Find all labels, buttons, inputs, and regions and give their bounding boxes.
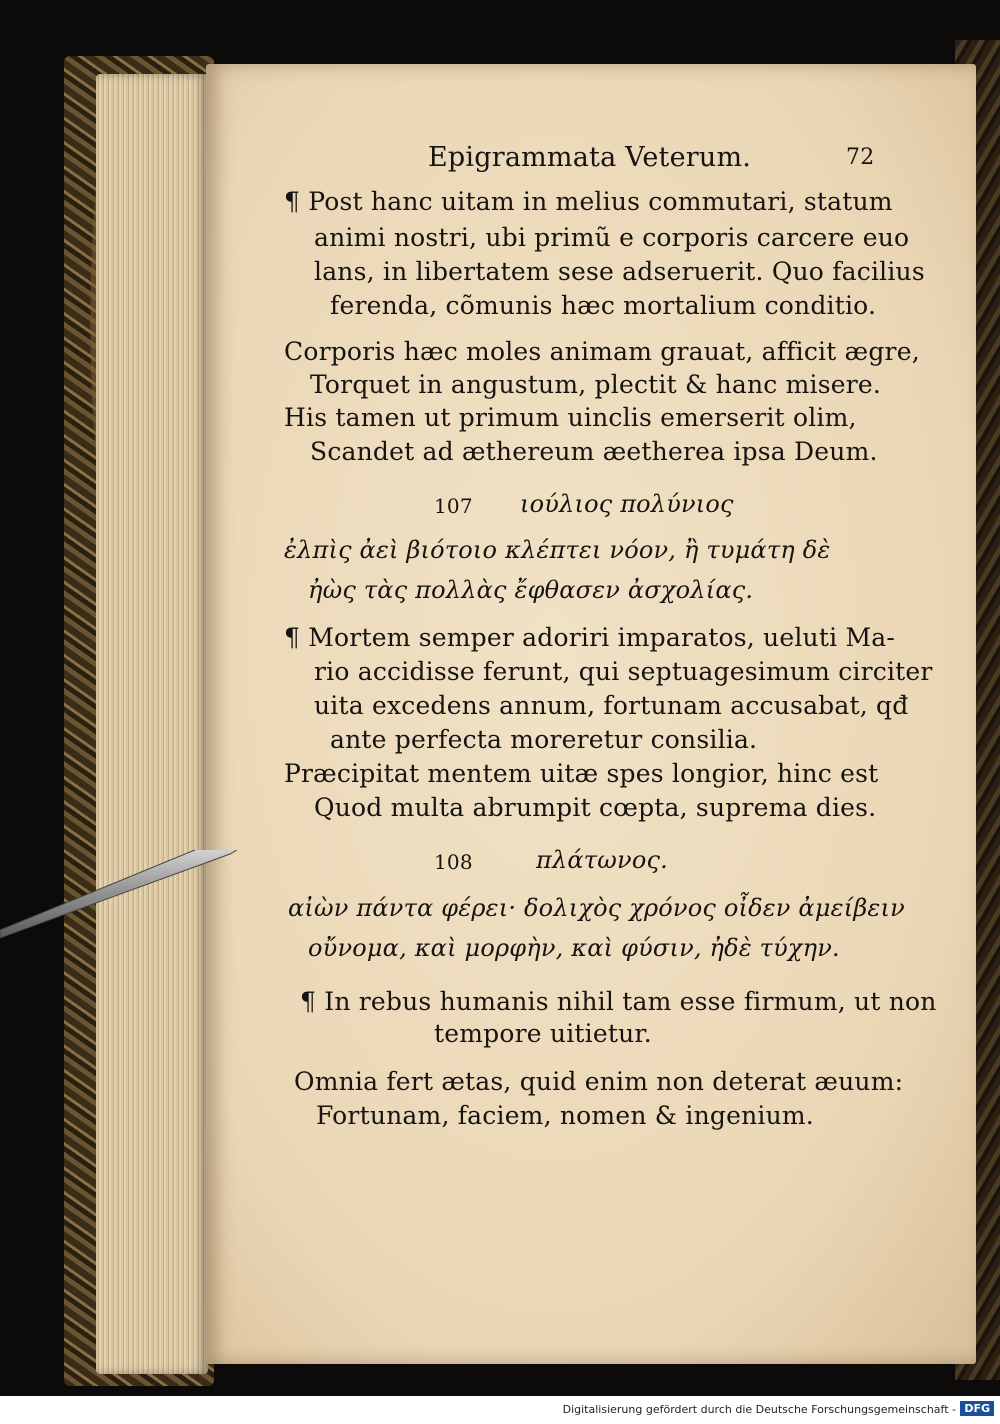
- text-line: ¶ Post hanc uitam in melius commutari, statum: [284, 187, 893, 216]
- greek-line: αἰὼν πάντα φέρει· δολιχὸς χρόνος οἶδεν ἀμείβειν: [288, 894, 905, 922]
- text-line: ¶ In rebus humanis nihil tam esse firmum, ut non: [300, 987, 937, 1016]
- verse-line: Quod multa abrumpit cœpta, suprema dies.: [314, 793, 877, 822]
- greek-line: ἐλπὶς ἀεὶ βιότοιο κλέπτει νόον, ἢ τυμάτη δὲ: [284, 536, 831, 564]
- text-line: ¶ Mortem semper adoriri imparatos, ueluti Ma-: [284, 623, 895, 652]
- page-number: 72: [846, 145, 875, 170]
- verse-line: His tamen ut primum uinclis emerserit olim,: [284, 403, 857, 432]
- text-line: rio accidisse ferunt, qui septuagesimum circiter: [314, 657, 933, 686]
- verse-line: Præcipitat mentem uitæ spes longior, hinc est: [284, 759, 879, 788]
- epigram-number: 108: [434, 850, 473, 874]
- epigram-number: 107: [434, 494, 473, 518]
- greek-line: ἠὼς τὰς πολλὰς ἔφθασεν ἀσχολίας.: [308, 576, 754, 604]
- text-line: ferenda, cõmunis hæc mortalium conditio.: [330, 291, 877, 320]
- verse-line: Torquet in angustum, plectit & hanc misere.: [310, 370, 882, 399]
- epigram-author: ιούλιος πολύνιος: [520, 490, 734, 518]
- running-head: Epigrammata Veterum.: [428, 142, 752, 173]
- dfg-logo: DFG: [960, 1401, 994, 1416]
- text-line: lans, in libertatem sese adseruerit. Quo facilius: [314, 257, 925, 286]
- epigram-author: πλάτωνος.: [536, 846, 668, 874]
- text-line: animi nostri, ubi primũ e corporis carcere euo: [314, 223, 910, 252]
- verse-line: Corporis hæc moles animam grauat, afficit ægre,: [284, 337, 920, 366]
- digitization-footer: [0, 1396, 1000, 1424]
- verse-line: Scandet ad æthereum æetherea ipsa Deum.: [310, 437, 878, 466]
- text-line: ante perfecta moreretur consilia.: [330, 725, 758, 754]
- text-line: uita excedens annum, fortunam accusabat, qđ: [314, 691, 909, 720]
- verse-line: Fortunam, faciem, nomen & ingenium.: [316, 1101, 814, 1130]
- verse-line: Omnia fert ætas, quid enim non deterat æuum:: [294, 1067, 904, 1096]
- text-line: tempore uitietur.: [434, 1019, 652, 1048]
- greek-line: οὔνομα, καὶ μορφὴν, καὶ φύσιν, ἠδὲ τύχην.: [308, 934, 840, 962]
- funding-credit: Digitalisierung gefördert durch die Deutsche Forschungsgemeinschaft -: [562, 1403, 956, 1416]
